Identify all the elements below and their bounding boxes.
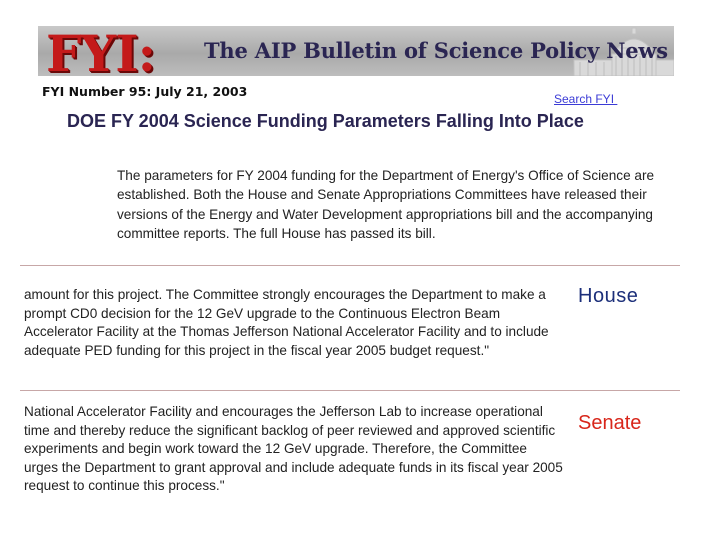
fyi-logo: FYI: (46, 26, 156, 76)
bulletin-title: The AIP Bulletin of Science Policy News (204, 38, 668, 63)
search-fyi-link[interactable]: Search FYI (554, 92, 618, 106)
page-title: DOE FY 2004 Science Funding Parameters Falling Into Place (67, 111, 584, 131)
divider (20, 265, 680, 266)
house-report-excerpt: amount for this project. The Committee strongly encourages the Department to make a prompt CD0 decision for the 12 GeV upgrade to the Continuous Electron Beam Accelerator Facility at the Thomas Jefferson National Accelerator Facility and to include adequate PED funding for this project in the fiscal year 2005 budget request." (24, 287, 549, 358)
senate-report-excerpt: National Accelerator Facility and encourages the Jefferson Lab to increase operational time and thereby reduce the significant backlog of peer reviewed and approved scientific experiments and begin work toward the 12 GeV upgrade. Therefore, the Committee urges the Department to grant approval and include adequate funds in its fiscal year 2005 request to continue this process." (24, 404, 563, 494)
divider (20, 390, 680, 391)
house-label: House (578, 285, 639, 307)
issue-line: FYI Number 95: July 21, 2003 (42, 84, 248, 99)
intro-paragraph: The parameters for FY 2004 funding for the Department of Energy's Office of Science are established. Both the House and Senate Appropriations Committees have released their versions of the Energy and Water Development appropriations bill and the accompanying committee reports. The full House has passed its bill. (117, 168, 655, 242)
fyi-banner (38, 26, 674, 76)
senate-label: Senate (578, 412, 642, 434)
